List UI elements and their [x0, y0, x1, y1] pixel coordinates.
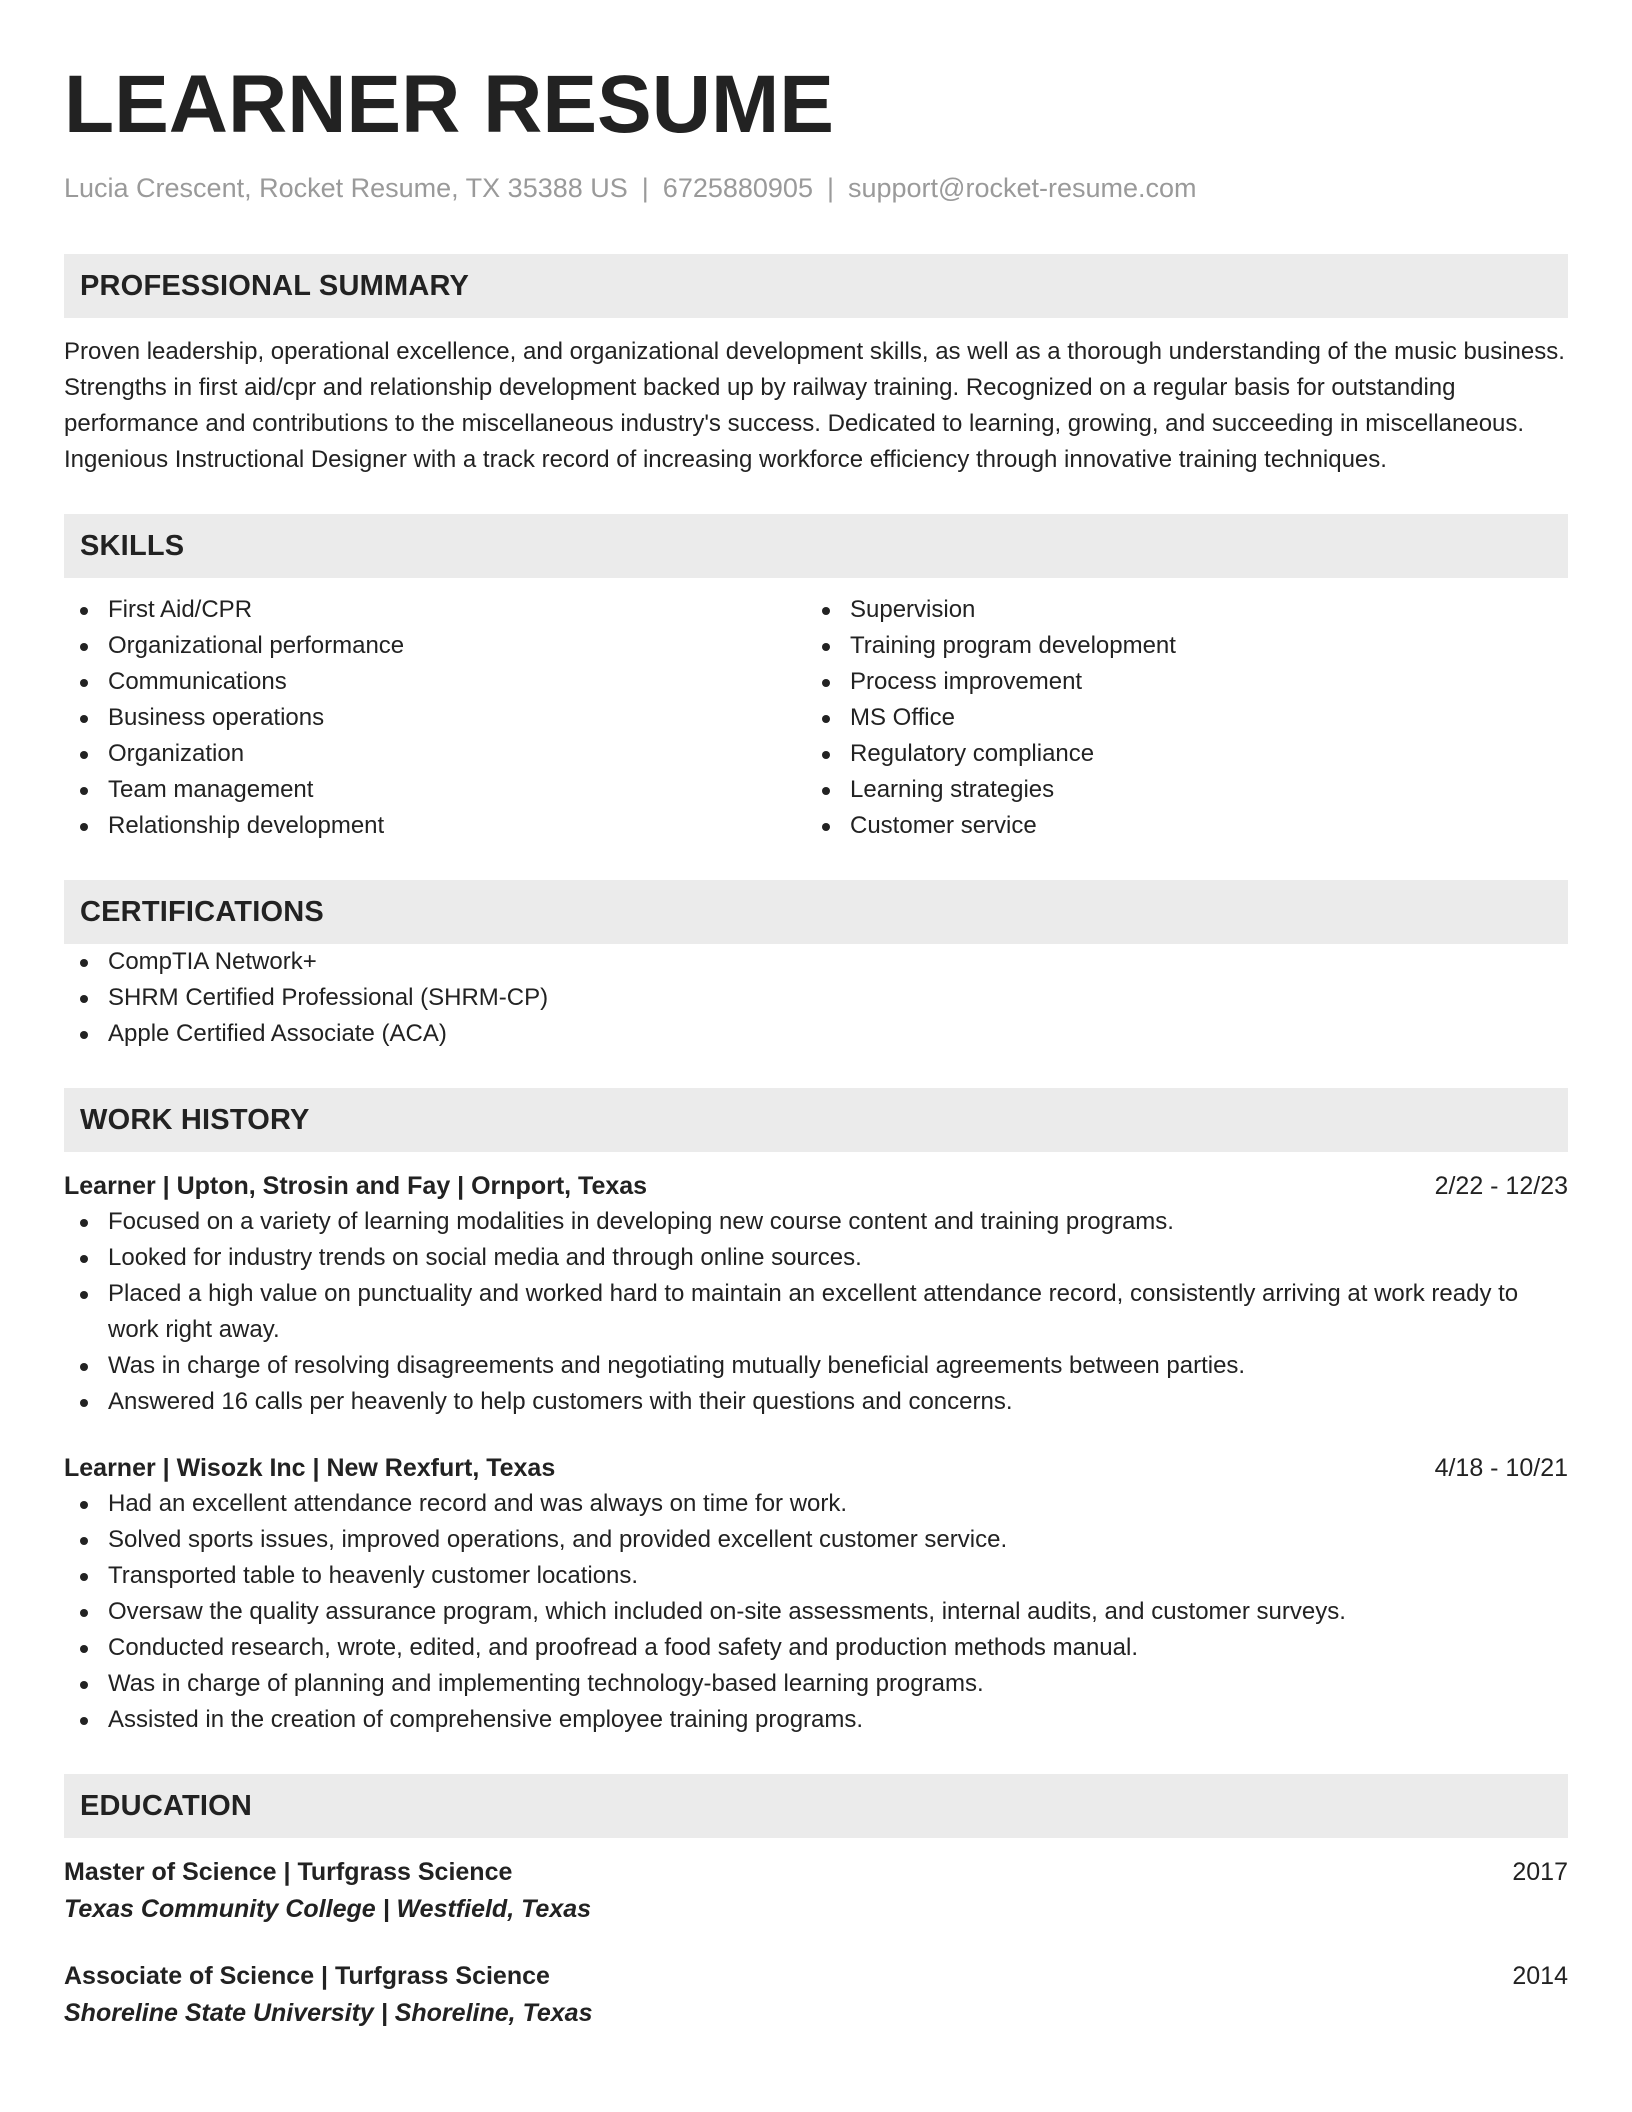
work-history-heading: WORK HISTORY — [64, 1088, 1568, 1152]
skill-item: Relationship development — [64, 808, 806, 844]
contact-email: support@rocket-resume.com — [847, 173, 1197, 203]
education-degree: Associate of Science | Turfgrass Science — [64, 1962, 550, 1991]
summary-heading: PROFESSIONAL SUMMARY — [64, 254, 1568, 318]
skills-column-left — [64, 592, 806, 844]
skill-item: Business operations — [64, 700, 806, 736]
contact-separator: | — [826, 173, 834, 203]
skill-item: Team management — [64, 772, 806, 808]
certification-item: Apple Certified Associate (ACA) — [64, 1016, 1568, 1052]
job-header — [64, 1168, 1568, 1204]
skill-item: Communications — [64, 664, 806, 700]
job-bullets — [64, 1486, 1568, 1738]
skill-item: Organizational performance — [64, 628, 806, 664]
education-year: 2014 — [1512, 1962, 1568, 1991]
education-heading: EDUCATION — [64, 1774, 1568, 1838]
skill-item: Supervision — [806, 592, 1548, 628]
job-dates: 4/18 - 10/21 — [1434, 1454, 1568, 1483]
skill-item: Customer service — [806, 808, 1548, 844]
education-school: Shoreline State University | Shoreline, Texas — [64, 1999, 593, 2028]
skill-item: Process improvement — [806, 664, 1548, 700]
job-entry — [64, 1168, 1568, 1420]
skill-item: First Aid/CPR — [64, 592, 806, 628]
job-header — [64, 1450, 1568, 1486]
job-bullet: Oversaw the quality assurance program, which included on-site assessments, internal audits, and customer surveys. — [64, 1594, 1568, 1630]
job-bullet: Placed a high value on punctuality and worked hard to maintain an excellent attendance record, consistently arriving at work ready to work right away. — [64, 1276, 1568, 1348]
job-bullet: Answered 16 calls per heavenly to help customers with their questions and concerns. — [64, 1384, 1568, 1420]
job-bullets — [64, 1204, 1568, 1420]
certification-item: CompTIA Network+ — [64, 944, 1568, 980]
education-header — [64, 1958, 1568, 1994]
job-bullet: Looked for industry trends on social media and through online sources. — [64, 1240, 1568, 1276]
skills-list-left — [64, 592, 806, 844]
certification-item: SHRM Certified Professional (SHRM-CP) — [64, 980, 1568, 1016]
contact-phone: 6725880905 — [662, 173, 813, 203]
contact-separator: | — [641, 173, 649, 203]
education-entry — [64, 1854, 1568, 1928]
job-bullet: Had an excellent attendance record and was always on time for work. — [64, 1486, 1568, 1522]
contact-address: Lucia Crescent, Rocket Resume, TX 35388 US — [64, 173, 628, 203]
job-bullet: Solved sports issues, improved operations, and provided excellent customer service. — [64, 1522, 1568, 1558]
job-entry — [64, 1450, 1568, 1738]
education-degree: Master of Science | Turfgrass Science — [64, 1858, 513, 1887]
contact-line — [64, 172, 1568, 204]
skills-list-right — [806, 592, 1548, 844]
skills-heading: SKILLS — [64, 514, 1568, 578]
education-header — [64, 1854, 1568, 1890]
job-bullet: Focused on a variety of learning modalities in developing new course content and training programs. — [64, 1204, 1568, 1240]
resume-name: LEARNER RESUME — [64, 59, 834, 150]
education-school: Texas Community College | Westfield, Texas — [64, 1895, 592, 1924]
job-bullet: Conducted research, wrote, edited, and proofread a food safety and production methods manual. — [64, 1630, 1568, 1666]
job-bullet: Was in charge of resolving disagreements and negotiating mutually beneficial agreements between parties. — [64, 1348, 1568, 1384]
skill-item: Training program development — [806, 628, 1548, 664]
certifications-heading: CERTIFICATIONS — [64, 880, 1568, 944]
skill-item: Organization — [64, 736, 806, 772]
job-bullet: Assisted in the creation of comprehensive employee training programs. — [64, 1702, 1568, 1738]
skill-item: MS Office — [806, 700, 1548, 736]
education-entry — [64, 1958, 1568, 2032]
skills-columns — [64, 592, 1568, 844]
certifications-list — [64, 944, 1568, 1052]
education-year: 2017 — [1512, 1858, 1568, 1887]
job-dates: 2/22 - 12/23 — [1434, 1172, 1568, 1201]
skill-item: Regulatory compliance — [806, 736, 1548, 772]
skills-column-right — [806, 592, 1548, 844]
job-title: Learner | Upton, Strosin and Fay | Ornport, Texas — [64, 1172, 648, 1201]
skill-item: Learning strategies — [806, 772, 1548, 808]
job-bullet: Was in charge of planning and implementing technology-based learning programs. — [64, 1666, 1568, 1702]
job-title: Learner | Wisozk Inc | New Rexfurt, Texas — [64, 1454, 556, 1483]
job-bullet: Transported table to heavenly customer locations. — [64, 1558, 1568, 1594]
summary-text: Proven leadership, operational excellence, and organizational development skills, as well as a thorough understanding of the music business. Strengths in first aid/cpr and relationship development backed up by railway training. Recognized on a regular basis for outstanding performance and contributions to the miscellaneous industry's success. Dedicated to learning, growing, and succeeding in miscellaneous. Ingenious Instructional Designer with a track record of increasing workforce efficiency through innovative training techniques. — [64, 338, 1565, 474]
